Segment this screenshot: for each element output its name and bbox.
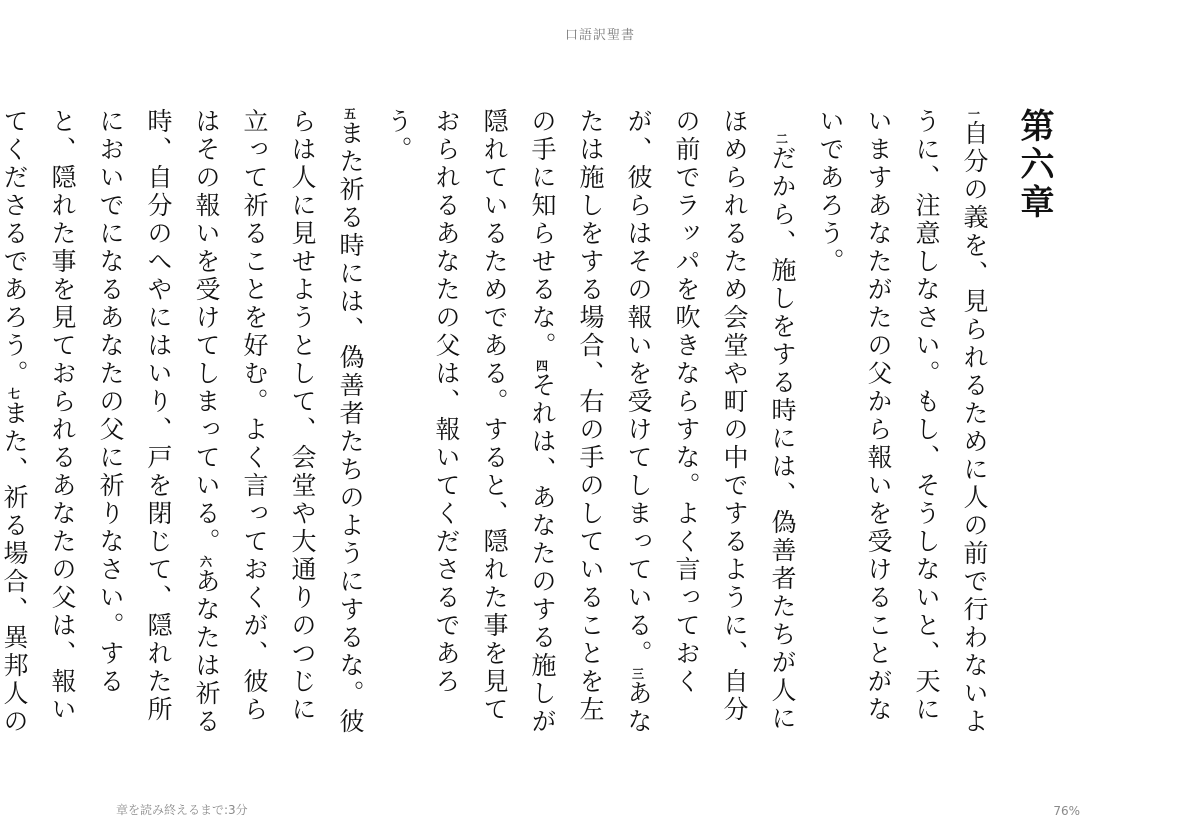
- paragraph-3: [0, 108, 374, 738]
- book-title: 口語訳聖書: [564, 28, 635, 43]
- chapter-title: 第六章: [1014, 108, 1054, 222]
- verse-6-text: あなたは祈る時、自分のへやにはいり、戸を閉じて、隠れた所においでになるあなたの父に祈りなさい。すると、隠れた事を見ておられるあなたの父は、報いてくださるであろう。: [0, 108, 221, 736]
- verse-2-text: だから、施しをする時には、偽善者たちが人にほめられるため会堂や町の中でするように、自分の前でラッパを吹きならすな。よく言っておくが、彼らはその報いを受けてしまっている。: [624, 108, 797, 733]
- verse-number-1: 一: [967, 108, 980, 120]
- verse-number-5: 五: [343, 108, 356, 120]
- verse-1-text: 自分の義を、見られるために人の前で行わないように、注意しなさい。もし、そうしないと、天にいますあなたがたの父から報いを受けることがないであろう。: [816, 108, 989, 736]
- verse-number-4: 四: [535, 360, 548, 372]
- paragraph-2: [374, 108, 806, 738]
- verse-7-text: また、祈る場合、異邦人の: [0, 400, 29, 736]
- verse-number-7: 七: [7, 388, 20, 400]
- progress-percent: 76%: [1053, 804, 1080, 818]
- verse-number-6: 六: [199, 556, 212, 568]
- verse-4-text: それは、あなたのする施しが隠れているためである。すると、隠れた事を見ておられるあなたの父は、報いてくださるであろう。: [384, 108, 557, 736]
- paragraph-1: [806, 108, 998, 738]
- verse-number-2: 二: [775, 133, 788, 145]
- verse-5-text: また祈る時には、偽善者たちのようにするな。彼らは人に見せようとして、会堂や大通りのつじに立って祈ることを好む。よく言っておくが、彼らはその報いを受けてしまっている。: [192, 108, 365, 736]
- reading-page[interactable]: [0, 108, 1062, 738]
- verse-number-3: 三: [631, 668, 644, 680]
- time-remaining-label: 章を読み終えるまで:3分: [116, 803, 248, 817]
- verse-3-text: あなたは施しをする場合、右の手のしていることを左の手に知らせるな。: [528, 108, 653, 736]
